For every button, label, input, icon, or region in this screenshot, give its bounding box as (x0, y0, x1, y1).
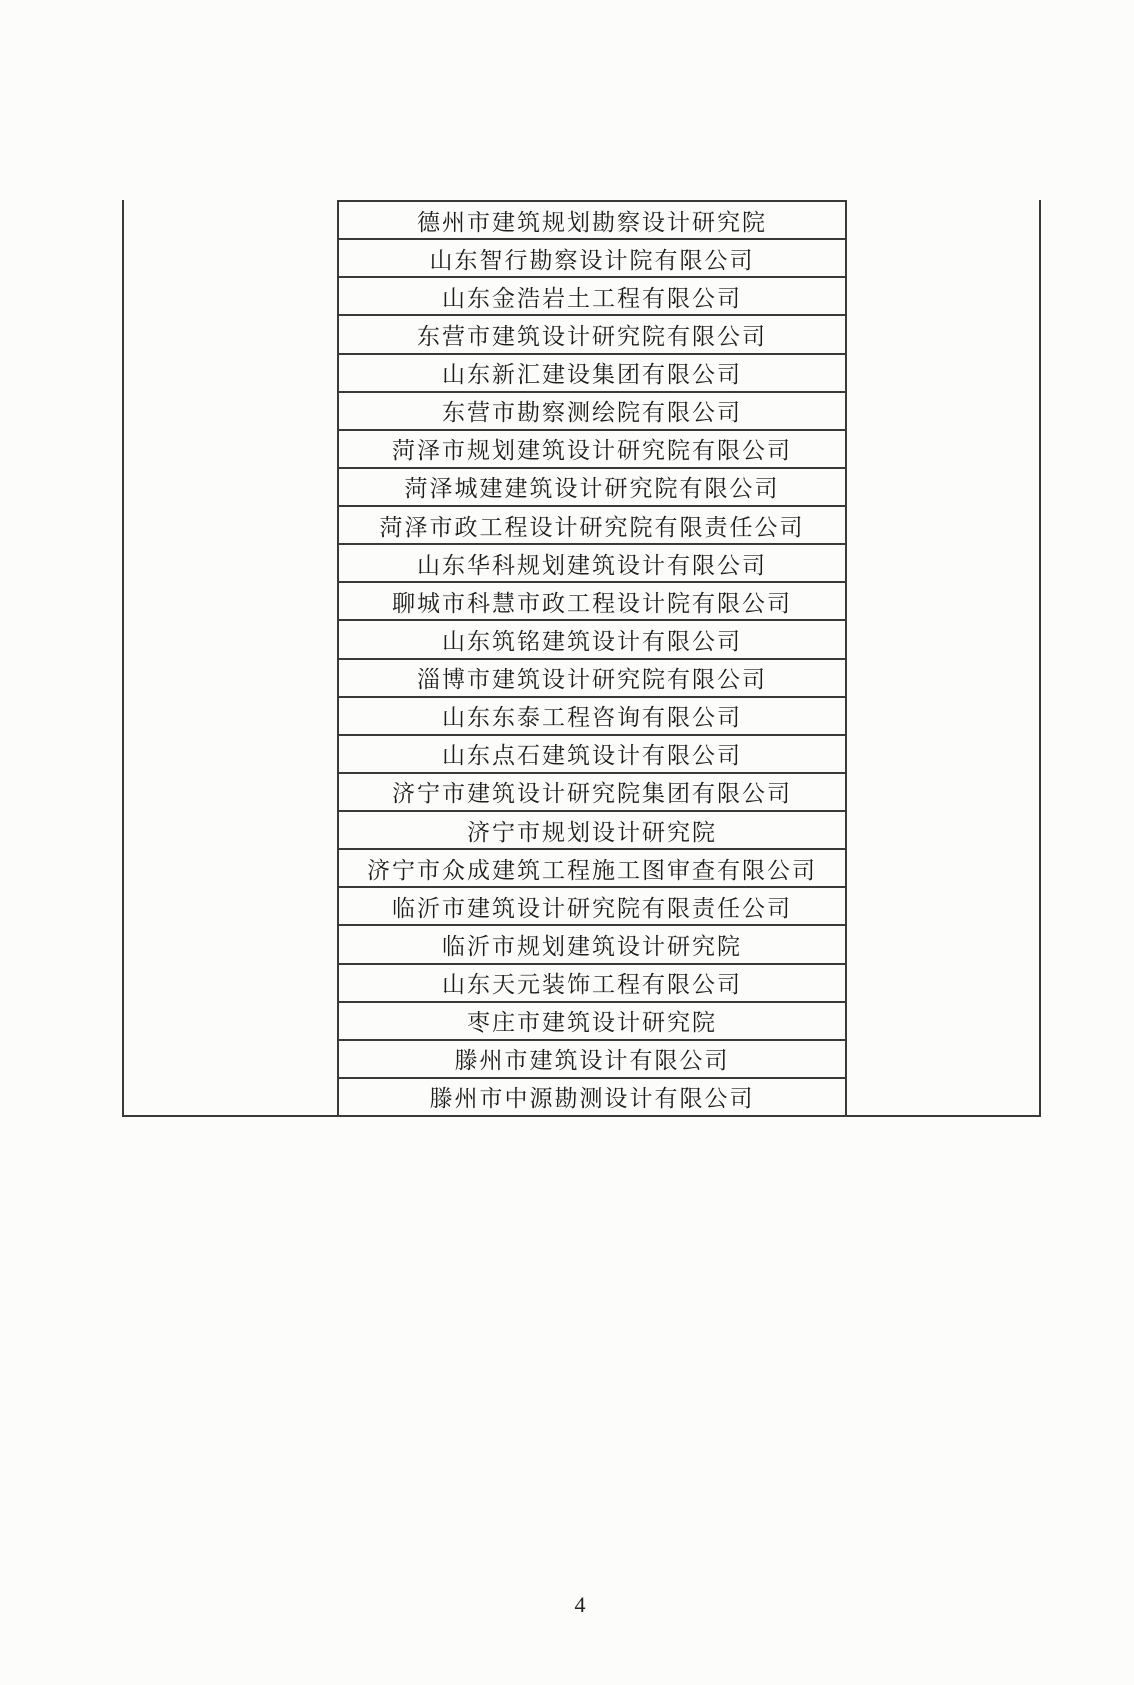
company-name: 枣庄市建筑设计研究院 (467, 1010, 717, 1036)
table-row (339, 812, 845, 850)
results-table (122, 200, 1041, 1117)
company-name: 菏泽市规划建筑设计研究院有限公司 (392, 438, 792, 464)
company-name: 菏泽市政工程设计研究院有限责任公司 (379, 514, 805, 540)
company-name: 山东点石建筑设计有限公司 (442, 743, 742, 769)
company-name: 济宁市规划设计研究院 (467, 819, 717, 845)
table-row (339, 698, 845, 736)
table-row (339, 1079, 845, 1115)
table-row (339, 583, 845, 621)
table-row (339, 774, 845, 812)
company-name: 山东东泰工程咨询有限公司 (442, 705, 742, 731)
company-name: 东营市勘察测绘院有限公司 (442, 400, 742, 426)
company-name: 山东新汇建设集团有限公司 (442, 362, 742, 388)
company-name: 菏泽城建建筑设计研究院有限公司 (404, 476, 780, 502)
company-name: 临沂市规划建筑设计研究院 (442, 933, 742, 959)
table-row (339, 850, 845, 888)
table-row (339, 660, 845, 698)
company-name: 山东天元装饰工程有限公司 (442, 972, 742, 998)
table-row (339, 888, 845, 926)
page-number: 4 (574, 1592, 586, 1617)
table-row (339, 621, 845, 659)
table-row (339, 355, 845, 393)
table-row (339, 469, 845, 507)
table-row (339, 431, 845, 469)
table-row (339, 278, 845, 316)
company-name: 山东金浩岩土工程有限公司 (442, 285, 742, 311)
table-row (339, 545, 845, 583)
table-row (339, 1003, 845, 1041)
company-name: 山东智行勘察设计院有限公司 (429, 247, 755, 273)
table-row (339, 240, 845, 278)
table-row (339, 507, 845, 545)
company-name: 山东筑铭建筑设计有限公司 (442, 628, 742, 654)
table-row (339, 316, 845, 354)
table-row (339, 736, 845, 774)
company-name-column (337, 200, 847, 1115)
company-name: 济宁市建筑设计研究院集团有限公司 (392, 781, 792, 807)
table-row (339, 965, 845, 1003)
table-row (339, 1041, 845, 1079)
company-name: 临沂市建筑设计研究院有限责任公司 (392, 895, 792, 921)
company-name: 济宁市众成建筑工程施工图审查有限公司 (367, 857, 817, 883)
company-name: 山东华科规划建筑设计有限公司 (417, 552, 767, 578)
table-row (339, 393, 845, 431)
table-row (339, 926, 845, 964)
company-name: 滕州市建筑设计有限公司 (454, 1048, 730, 1074)
company-name: 东营市建筑设计研究院有限公司 (417, 323, 767, 349)
table-row (339, 202, 845, 240)
company-name: 滕州市中源勘测设计有限公司 (429, 1086, 755, 1112)
company-name: 德州市建筑规划勘察设计研究院 (417, 209, 767, 235)
company-name: 聊城市科慧市政工程设计院有限公司 (392, 590, 792, 616)
company-name: 淄博市建筑设计研究院有限公司 (417, 667, 767, 693)
